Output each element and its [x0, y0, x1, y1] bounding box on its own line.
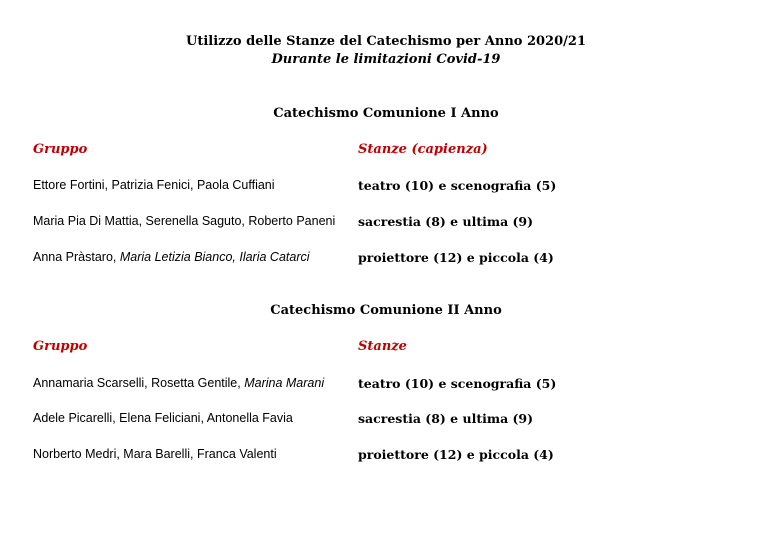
- group-names: [33, 376, 324, 390]
- group-names: [33, 411, 293, 425]
- table-row: [0, 178, 772, 196]
- group-names: [33, 447, 277, 461]
- names-regular: Maria Pia Di Mattia, Serenella Saguto, Roberto Paneni: [33, 214, 336, 228]
- names-italic: Marina Marani: [244, 376, 325, 390]
- names-regular: Adele Picarelli, Elena Feliciani, Antonella Favia: [33, 411, 293, 425]
- column-header-rooms: Stanze (capienza): [358, 142, 488, 157]
- assigned-rooms: teatro (10) e scenografia (5): [358, 178, 557, 193]
- group-names: [33, 250, 310, 264]
- document-subtitle: Durante le limitazioni Covid-19: [271, 52, 501, 67]
- section-title: Catechismo Comunione II Anno: [270, 303, 502, 318]
- section-title: Catechismo Comunione I Anno: [273, 106, 499, 121]
- table-row: [0, 250, 772, 268]
- names-regular: Ettore Fortini, Patrizia Fenici, Paola Cuffiani: [33, 178, 275, 192]
- names-italic: Maria Letizia Bianco, Ilaria Catarci: [119, 250, 310, 264]
- group-names: [33, 178, 275, 192]
- table-row: [0, 447, 772, 465]
- column-header-group: Gruppo: [33, 339, 88, 354]
- table-row: [0, 376, 772, 394]
- names-regular: Anna Pràstaro,: [33, 250, 120, 264]
- assigned-rooms: teatro (10) e scenografia (5): [358, 376, 557, 391]
- document-title: Utilizzo delle Stanze del Catechismo per Anno 2020/21: [186, 34, 586, 49]
- table-row: [0, 214, 772, 232]
- assigned-rooms: proiettore (12) e piccola (4): [358, 250, 554, 265]
- column-header-rooms: Stanze: [358, 339, 407, 354]
- group-names: [33, 214, 335, 228]
- table-row: [0, 411, 772, 429]
- names-regular: Annamaria Scarselli, Rosetta Gentile,: [33, 376, 245, 390]
- assigned-rooms: proiettore (12) e piccola (4): [358, 447, 554, 462]
- column-header-group: Gruppo: [33, 142, 88, 157]
- names-regular: Norberto Medri, Mara Barelli, Franca Valenti: [33, 447, 277, 461]
- assigned-rooms: sacrestia (8) e ultima (9): [358, 214, 534, 229]
- assigned-rooms: sacrestia (8) e ultima (9): [358, 411, 534, 426]
